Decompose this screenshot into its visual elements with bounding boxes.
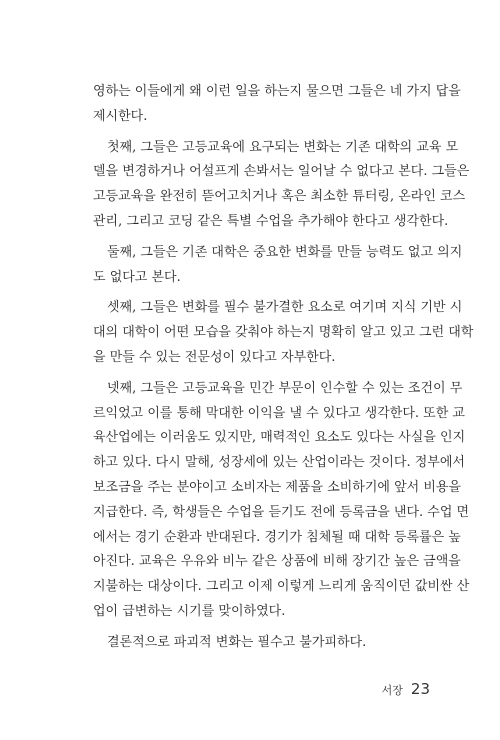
paragraph (93, 377, 470, 625)
paragraph (93, 136, 470, 235)
page-number: 23 (410, 680, 430, 698)
text-line: 에서는 경기 순환과 반대된다. 경기가 침체될 때 대학 등록률은 높 (93, 529, 461, 545)
text-line: 제시한다. (93, 108, 148, 124)
paragraph (93, 241, 463, 291)
text-line: 셋째, 그들은 변화를 필수 불가결한 요소로 여기며 지식 기반 시 (107, 300, 463, 316)
running-section-title: 서장 (381, 684, 403, 697)
text-line: 결론적으로 파괴적 변화는 필수고 불가피하다. (107, 634, 367, 650)
text-line: 업이 급변하는 시기를 맞이하였다. (93, 603, 286, 619)
text-line: 지불하는 대상이다. 그리고 이제 이렇게 느리게 움직이던 값비싼 산 (93, 579, 470, 595)
text-line: 넷째, 그들은 고등교육을 민간 부문이 인수할 수 있는 조건이 무 (107, 380, 463, 396)
text-line: 델을 변경하거나 어설프게 손봐서는 일어날 수 없다고 본다. 그들은 (93, 164, 470, 180)
text-line: 고등교육을 완전히 뜯어고치거나 혹은 최소한 튜터링, 온라인 코스 (93, 189, 466, 205)
text-line: 영하는 이들에게 왜 이런 일을 하는지 물으면 그들은 네 가지 답을 (93, 84, 461, 99)
text-line: 첫째, 그들은 고등교육에 요구되는 변화는 기존 대학의 교육 모 (107, 139, 459, 155)
text-line: 르익었고 이를 통해 막대한 이익을 낼 수 있다고 생각한다. 또한 교 (93, 405, 465, 421)
text-line: 보조금을 주는 분야이고 소비자는 제품을 소비하기에 앞서 비용을 (93, 479, 461, 495)
paragraph (93, 296, 474, 370)
text-line: 관리, 그리고 코딩 같은 특별 수업을 추가해야 한다고 생각한다. (93, 213, 449, 229)
paragraph (93, 631, 429, 656)
text-line: 도 없다고 본다. (93, 269, 181, 285)
text-line: 지급한다. 즉, 학생들은 수업을 듣기도 전에 등록금을 낸다. 수업 면 (93, 504, 470, 520)
text-line: 둘째, 그들은 기존 대학은 중요한 변화를 만들 능력도 없고 의지 (107, 244, 463, 260)
paragraph (93, 80, 461, 130)
page-footer (382, 680, 430, 698)
text-line: 을 만들 수 있는 전문성이 있다고 자부한다. (93, 349, 336, 365)
page-body (93, 80, 474, 662)
text-line: 육산업에는 이러움도 있지만, 매력적인 요소도 있다는 사실을 인지 (93, 430, 466, 446)
text-line: 하고 있다. 다시 말해, 성장세에 있는 산업이라는 것이다. 정부에서 (93, 455, 465, 471)
text-line: 아진다. 교육은 우유와 비누 같은 상품에 비해 장기간 높은 금액을 (93, 554, 461, 570)
text-line: 대의 대학이 어떤 모습을 갖춰야 하는지 명확히 알고 있고 그런 대학 (93, 325, 474, 341)
